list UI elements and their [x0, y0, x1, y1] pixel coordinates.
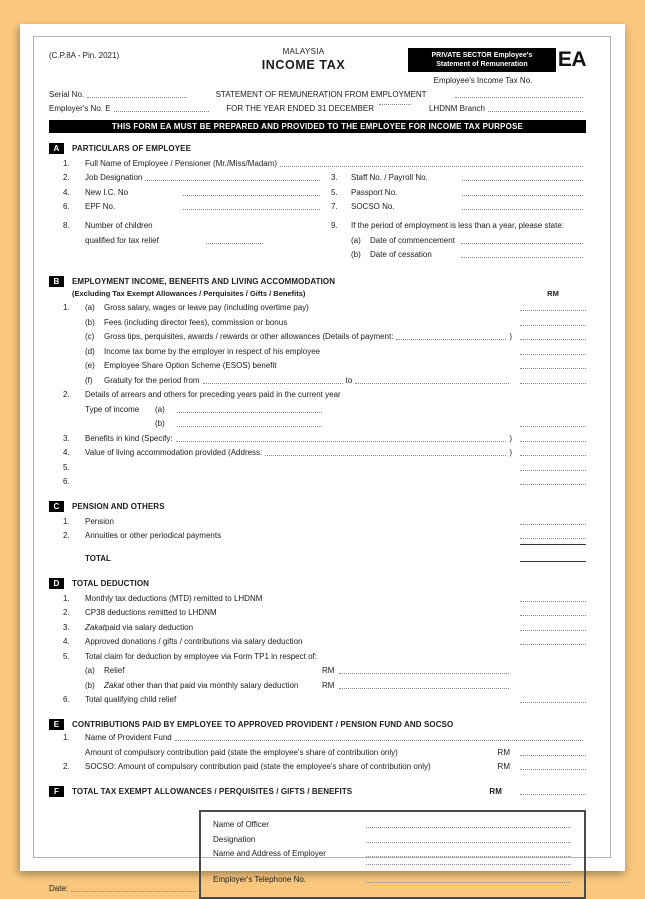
compensation-amount-field[interactable] [520, 484, 586, 485]
benefits-in-kind-field[interactable] [176, 441, 507, 442]
d1-num: 1. [63, 593, 70, 603]
job-designation-field[interactable] [145, 180, 320, 181]
accommodation-amount-field[interactable] [520, 455, 586, 456]
a1-label: Full Name of Employee / Pensioner (Mr./Miss/Madam) [85, 158, 278, 168]
rm-column-header: RM [547, 289, 559, 299]
d3-label-italic: Zakat [85, 622, 106, 632]
b1d-num: (d) [85, 346, 95, 356]
a2-num: 2. [63, 173, 70, 183]
a8-label-line2: qualified for tax relief [85, 235, 159, 245]
b1a-num: (a) [85, 303, 95, 313]
a2-label: Job Designation [85, 173, 143, 183]
c2-num: 2. [63, 531, 70, 541]
lhdnm-branch-label: LHDNM Branch [428, 104, 485, 114]
a9b-label: Date of cessation [370, 250, 432, 260]
income-tax-borne-amount-field[interactable] [520, 354, 586, 355]
e2-num: 2. [63, 762, 70, 772]
date-field[interactable] [71, 891, 196, 892]
employer-no-label: Employer's No. E [49, 104, 111, 114]
a9a-label: Date of commencement [370, 235, 455, 245]
b3-label: Benefits in kind (Specify: [85, 433, 173, 443]
c1-label: Pension [85, 516, 114, 526]
a5-label: Passport No. [351, 187, 398, 197]
private-sector-badge [408, 48, 556, 72]
b1d-label: Income tax borne by the employer in respect of his employee [104, 346, 321, 356]
b4-label: Value of living accommodation provided (Address: [85, 448, 263, 458]
section-b-title: EMPLOYMENT INCOME, BENEFITS AND LIVING ACCOMMODATION [72, 276, 336, 286]
provident-fund-name-field[interactable] [175, 740, 583, 741]
date-label: Date: [49, 883, 69, 893]
payment-details-field[interactable] [396, 339, 506, 340]
pension-total-field[interactable] [520, 561, 586, 562]
d4-label: Approved donations / gifts / contributions via salary deduction [85, 637, 303, 647]
section-d-header [49, 578, 586, 589]
form-code: (C.P.8A - Pin. 2021) [49, 51, 120, 60]
section-f-badge: F [49, 786, 64, 797]
c-total-label: TOTAL [85, 554, 111, 564]
section-c-title: PENSION AND OTHERS [72, 501, 165, 511]
cp38-amount-field[interactable] [520, 615, 586, 616]
provident-contribution-amount-field[interactable] [520, 755, 586, 756]
donations-amount-field[interactable] [520, 644, 586, 645]
a9-num: 9. [331, 221, 338, 231]
d5-num: 5. [63, 651, 70, 661]
tax-exempt-amount-field[interactable] [520, 794, 586, 795]
e1-label: Name of Provident Fund [85, 733, 172, 743]
section-a-badge: A [49, 143, 64, 154]
mtd-amount-field[interactable] [520, 601, 586, 602]
a8-label-line1: Number of children [85, 221, 153, 231]
b1-num: 1. [63, 303, 70, 313]
refund-fund-amount-field[interactable] [520, 470, 586, 471]
gratuity-from-field[interactable] [203, 383, 343, 384]
a1-num: 1. [63, 158, 70, 168]
employee-tax-no-field[interactable] [455, 97, 583, 98]
b4-num: 4. [63, 448, 70, 458]
a4-label: New I.C. No [85, 187, 129, 197]
date-commencement-field[interactable] [461, 243, 583, 244]
fees-commission-amount-field[interactable] [520, 325, 586, 326]
benefits-in-kind-amount-field[interactable] [520, 441, 586, 442]
socso-no-field[interactable] [462, 209, 583, 210]
employer-no-field[interactable] [114, 111, 209, 112]
employer-phone-field[interactable] [366, 882, 571, 883]
d5b-num: (b) [85, 680, 95, 690]
section-c-header [49, 501, 586, 512]
d6-num: 6. [63, 695, 70, 705]
section-d-badge: D [49, 578, 64, 589]
full-name-field[interactable] [280, 166, 583, 167]
tp1-zakat-field[interactable] [339, 688, 509, 689]
d5a-num: (a) [85, 666, 95, 676]
b2a-num: (a) [155, 404, 165, 414]
zakat-salary-amount-field[interactable] [520, 630, 586, 631]
income-type-a-field[interactable] [177, 412, 322, 413]
b1c-label: Gross tips, perquisites, awards / rewards or other allowances (Details of payment: [104, 332, 394, 342]
form-header [49, 47, 586, 86]
statement-line: STATEMENT OF REMUNERATION FROM EMPLOYMENT [215, 90, 427, 100]
e2-rm-label: RM [497, 762, 510, 772]
section-e-badge: E [49, 719, 64, 730]
d5a-label: Relief [104, 666, 125, 676]
b1e-label: Employee Share Option Scheme (ESOS) benefit [104, 361, 277, 371]
d2-label: CP38 deductions remitted to LHDNM [85, 608, 217, 618]
c2-label: Annuities or other periodical payments [85, 531, 222, 541]
designation-field[interactable] [366, 842, 571, 843]
a7-label: SOCSO No. [351, 202, 395, 212]
section-a-title: PARTICULARS OF EMPLOYEE [72, 143, 192, 153]
section-e-header [49, 719, 586, 730]
tp1-relief-field[interactable] [339, 673, 509, 674]
b2-label: Details of arrears and others for preceding years paid in the current year [85, 390, 341, 400]
section-f-title: TOTAL TAX EXEMPT ALLOWANCES / PERQUISITES / GIFTS / BENEFITS [72, 786, 353, 796]
form-title: INCOME TAX [261, 58, 346, 72]
d3-label-rest: paid via salary deduction [105, 622, 194, 632]
badge-line2: Statement of Remuneration [436, 61, 528, 69]
d5a-rm-label: RM [322, 666, 335, 676]
a9a-num: (a) [351, 235, 361, 245]
pension-amount-field[interactable] [520, 524, 586, 525]
country-label: MALAYSIA [282, 47, 325, 56]
b6-num: 6. [63, 477, 70, 487]
officer-name-field[interactable] [366, 827, 571, 828]
employer-address-field-2[interactable] [366, 864, 571, 865]
b5-num: 5. [63, 462, 70, 472]
b1b-label: Fees (including director fees), commission or bonus [104, 317, 288, 327]
d5-label: Total claim for deduction by employee via Form TP1 in respect of: [85, 651, 317, 661]
section-b-badge: B [49, 276, 64, 287]
gross-salary-amount-field[interactable] [520, 310, 586, 311]
income-type-b-field[interactable] [177, 426, 322, 427]
b1b-num: (b) [85, 317, 95, 327]
officer-name-label: Name of Officer [213, 820, 269, 830]
b1a-label: Gross salary, wages or leave pay (including overtime pay) [104, 303, 309, 313]
a6-label: EPF No. [85, 202, 116, 212]
a3-num: 3. [331, 173, 338, 183]
d2-num: 2. [63, 608, 70, 618]
d1-label: Monthly tax deductions (MTD) remitted to LHDNM [85, 593, 263, 603]
f-rm-label: RM [489, 786, 502, 796]
section-e-title: CONTRIBUTIONS PAID BY EMPLOYEE TO APPROVED PROVIDENT / PENSION FUND AND SOCSO [72, 719, 454, 729]
employer-phone-label: Employer's Telephone No. [213, 874, 306, 884]
d5b-label: Zakat other than that paid via monthly salary deduction [104, 680, 299, 690]
employer-name-address-label: Name and Address of Employer [213, 849, 326, 859]
b4-suffix: ) [509, 448, 512, 458]
a8-num: 8. [63, 221, 70, 231]
section-c-badge: C [49, 501, 64, 512]
section-d-title: TOTAL DEDUCTION [72, 578, 150, 588]
serial-no-label: Serial No. [49, 90, 85, 100]
esos-benefit-amount-field[interactable] [520, 368, 586, 369]
a5-num: 5. [331, 187, 338, 197]
gross-tips-amount-field[interactable] [520, 339, 586, 340]
year-field[interactable] [379, 104, 411, 105]
children-tax-relief-field[interactable] [206, 243, 263, 244]
d4-num: 4. [63, 637, 70, 647]
badge-line1: PRIVATE SECTOR Employee's [431, 52, 533, 60]
employer-address-field-1[interactable] [366, 856, 571, 857]
d6-label: Total qualifying child relief [85, 695, 177, 705]
a9-label: If the period of employment is less than a year, please state: [351, 221, 565, 231]
b3-num: 3. [63, 433, 70, 443]
a7-num: 7. [331, 202, 338, 212]
e1-num: 1. [63, 733, 70, 743]
socso-contribution-amount-field[interactable] [520, 769, 586, 770]
b1f-num: (f) [85, 375, 93, 385]
e1b-label: Amount of compulsory contribution paid (state the employee's share of contribution only) [85, 747, 398, 757]
section-b-subtitle: (Excluding Tax Exempt Allowances / Perquisites / Gifts / Benefits) [72, 289, 306, 299]
a9b-num: (b) [351, 250, 361, 260]
epf-no-field[interactable] [183, 209, 320, 210]
footer-area [49, 810, 586, 899]
section-f-header [49, 786, 586, 797]
lhdnm-branch-field[interactable] [488, 111, 583, 112]
staff-no-field[interactable] [462, 180, 583, 181]
new-ic-no-field[interactable] [183, 195, 320, 196]
passport-no-field[interactable] [462, 195, 583, 196]
year-ended-label: FOR THE YEAR ENDED 31 DECEMBER [226, 104, 375, 114]
gratuity-to-field[interactable] [355, 383, 509, 384]
pension-sum-line [520, 544, 586, 545]
e2-label: SOCSO: Amount of compulsory contribution paid (state the employee's share of contribution only) [85, 762, 431, 772]
b2-type-label: Type of income [85, 404, 140, 414]
d5b-rm-label: RM [322, 680, 335, 690]
annuities-amount-field[interactable] [520, 538, 586, 539]
a4-num: 4. [63, 187, 70, 197]
child-relief-amount-field[interactable] [520, 702, 586, 703]
employee-tax-no-label: Employee's Income Tax No. [433, 76, 533, 86]
a3-label: Staff No. / Payroll No. [351, 173, 428, 183]
b1c-suffix: ) [509, 332, 512, 342]
accommodation-address-field[interactable] [265, 455, 506, 456]
form-page [20, 24, 625, 893]
b1e-num: (e) [85, 361, 95, 371]
b2b-num: (b) [155, 419, 165, 429]
form-type-label: EA [557, 48, 586, 71]
a6-num: 6. [63, 202, 70, 212]
date-cessation-field[interactable] [461, 257, 583, 258]
c1-num: 1. [63, 516, 70, 526]
gratuity-amount-field[interactable] [520, 383, 586, 384]
d3-num: 3. [63, 622, 70, 632]
e1b-rm-label: RM [497, 747, 510, 757]
section-a-header [49, 143, 586, 154]
b3-suffix: ) [509, 433, 512, 443]
form-frame [33, 36, 611, 893]
section-b-header [49, 276, 586, 287]
designation-label: Designation [213, 834, 256, 844]
b1c-num: (c) [85, 332, 95, 342]
serial-no-field[interactable] [87, 97, 187, 98]
b1f-mid-label: to [345, 375, 353, 385]
officer-box [199, 810, 586, 899]
b1f-label: Gratuity for the period from [104, 375, 200, 385]
notice-bar: THIS FORM EA MUST BE PREPARED AND PROVIDED TO THE EMPLOYEE FOR INCOME TAX PURPOSE [49, 120, 586, 133]
b2-num: 2. [63, 390, 70, 400]
arrears-amount-field[interactable] [520, 426, 586, 427]
